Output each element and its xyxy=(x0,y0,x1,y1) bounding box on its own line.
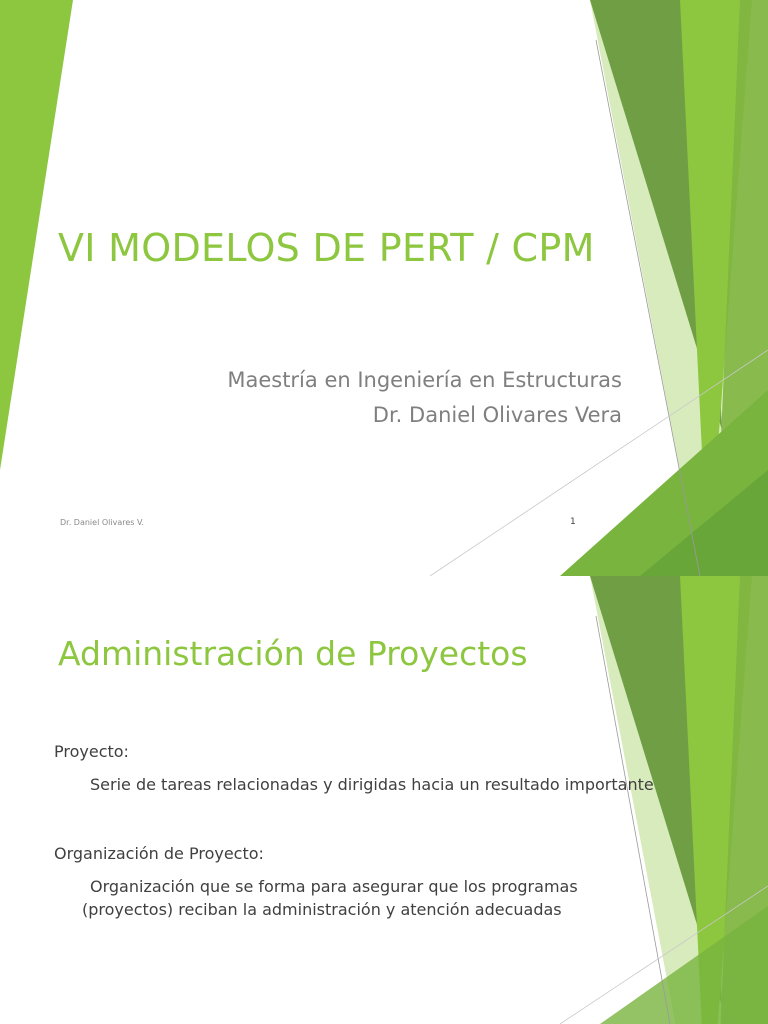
slide-1-number: 1 xyxy=(570,517,576,527)
term-proyecto: Proyecto: xyxy=(54,742,129,761)
definition-organizacion-line-2: (proyectos) reciban la administración y atención adecuadas xyxy=(82,900,562,919)
term-organizacion: Organización de Proyecto: xyxy=(54,844,264,863)
slide-1-subtitle-program: Maestría en Ingeniería en Estructuras xyxy=(227,368,622,392)
slide-2 xyxy=(0,576,768,1024)
definition-organizacion-line-1: Organización que se forma para asegurar que los programas xyxy=(90,877,578,896)
definition-proyecto: Serie de tareas relacionadas y dirigidas hacia un resultado importante xyxy=(90,775,654,794)
slide-1-footer-author: Dr. Daniel Olivares V. xyxy=(60,518,144,527)
slide-1-title: VI MODELOS DE PERT / CPM xyxy=(58,226,595,270)
slide-1-subtitle-author: Dr. Daniel Olivares Vera xyxy=(372,403,622,427)
slide-2-title: Administración de Proyectos xyxy=(58,634,528,673)
